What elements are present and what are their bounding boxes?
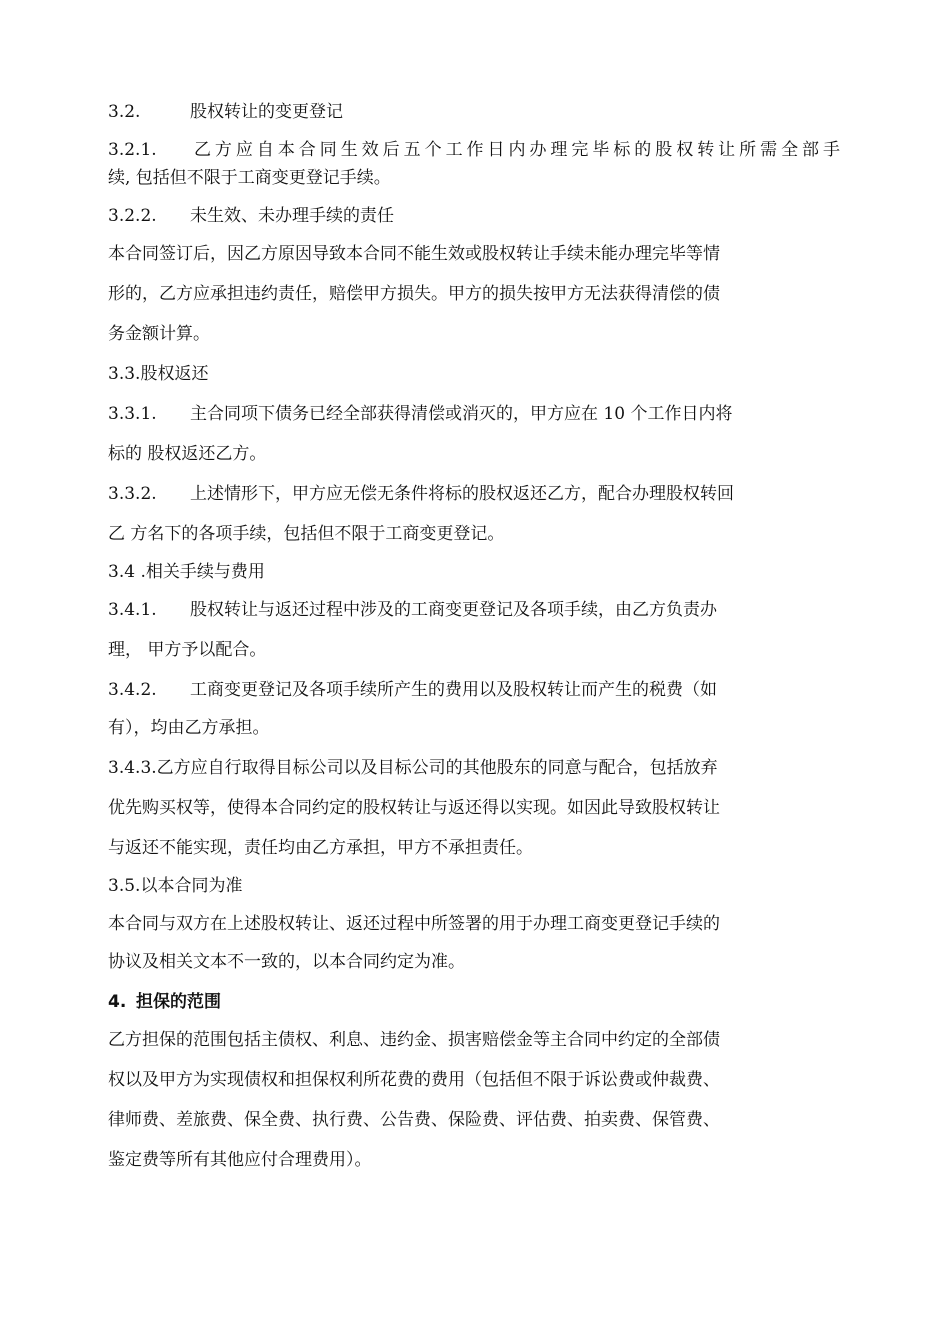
heading-3-2-2	[108, 202, 840, 230]
clause-number: 3.3.2.	[108, 484, 157, 504]
clause-3-3-2-line2: 乙 方名下的各项手续，包括但不限于工商变更登记。	[108, 524, 505, 544]
section-number: 3.2.	[108, 102, 141, 122]
clause-3-3-1-line2: 标的 股权返还乙方。	[108, 444, 267, 464]
paragraph-line: 鉴定费等所有其他应付合理费用）。	[108, 1150, 372, 1170]
clause-number: 3.4.2.	[108, 680, 157, 700]
section-title: 担保的范围	[136, 992, 221, 1012]
clause-3-2-1-line2: 续, 包括但不限于工商变更登记手续。	[108, 168, 391, 188]
paragraph-line: 协议及相关文本不一致的，以本合同约定为准。	[108, 952, 465, 972]
paragraph-line: 乙方担保的范围包括主债权、利息、违约金、损害赔偿金等主合同中约定的全部债	[108, 1030, 720, 1050]
clause-number: 3.2.2.	[108, 206, 157, 226]
clause-3-2-1-line1	[108, 136, 840, 164]
section-title: 股权转让的变更登记	[190, 102, 343, 122]
clause-text: 上述情形下，甲方应无偿无条件将标的股权返还乙方，配合办理股权转回	[190, 484, 734, 504]
section-number: 3.4 .	[108, 562, 146, 582]
clause-3-4-1-line2: 理， 甲方予以配合。	[108, 640, 267, 660]
section-number: 3.3.	[108, 364, 141, 384]
clause-3-3-2-line1	[108, 480, 840, 508]
heading-3-2	[108, 98, 840, 126]
clause-number: 3.3.1.	[108, 404, 157, 424]
document-page	[108, 98, 840, 1174]
clause-number: 3.4.3.	[108, 758, 157, 778]
paragraph-line: 本合同与双方在上述股权转让、返还过程中所签署的用于办理工商变更登记手续的	[108, 914, 720, 934]
section-number: 4.	[108, 992, 127, 1012]
paragraph-line: 务金额计算。	[108, 324, 210, 344]
clause-number: 3.2.1.	[108, 140, 157, 160]
section-title: 相关手续与费用	[145, 562, 265, 582]
heading-3-5	[108, 872, 840, 900]
heading-3-4	[108, 558, 840, 586]
paragraph-line: 本合同签订后，因乙方原因导致本合同不能生效或股权转让手续未能办理完毕等情	[108, 244, 720, 264]
clause-3-4-3-line1	[108, 754, 840, 782]
paragraph-line: 权以及甲方为实现债权和担保权利所花费的费用（包括但不限于诉讼费或仲裁费、	[108, 1070, 720, 1090]
heading-3-3	[108, 360, 840, 388]
clause-text: 股权转让与返还过程中涉及的工商变更登记及各项手续，由乙方负责办	[190, 600, 717, 620]
clause-text: 乙方应自行取得目标公司以及目标公司的其他股东的同意与配合，包括放弃	[156, 758, 718, 778]
clause-3-4-2-line2: 有），均由乙方承担。	[108, 718, 270, 738]
clause-3-4-3-line2: 优先购买权等，使得本合同约定的股权转让与返还得以实现。如因此导致股权转让	[108, 798, 720, 818]
paragraph-line: 律师费、差旅费、保全费、执行费、公告费、保险费、评估费、拍卖费、保管费、	[108, 1110, 720, 1130]
clause-3-4-3-line3: 与返还不能实现，责任均由乙方承担，甲方不承担责任。	[108, 838, 533, 858]
clause-number: 3.4.1.	[108, 600, 157, 620]
heading-4	[108, 988, 840, 1016]
clause-text: 乙方应自本合同生效后五个工作日内办理完毕标的股权转让所需全部手	[190, 140, 840, 160]
section-title: 股权返还	[140, 364, 209, 384]
clause-text: 主合同项下债务已经全部获得清偿或消灭的，甲方应在 10 个工作日内将	[190, 404, 733, 424]
paragraph-line: 形的，乙方应承担违约责任，赔偿甲方损失。甲方的损失按甲方无法获得清偿的债	[108, 284, 720, 304]
clause-3-4-1-line1	[108, 596, 840, 624]
clause-3-3-1-line1	[108, 400, 840, 428]
clause-3-4-2-line1	[108, 676, 840, 704]
section-title: 以本合同为准	[140, 876, 243, 896]
clause-text: 工商变更登记及各项手续所产生的费用以及股权转让而产生的税费（如	[190, 680, 717, 700]
section-number: 3.5.	[108, 876, 141, 896]
clause-title: 未生效、未办理手续的责任	[190, 206, 394, 226]
